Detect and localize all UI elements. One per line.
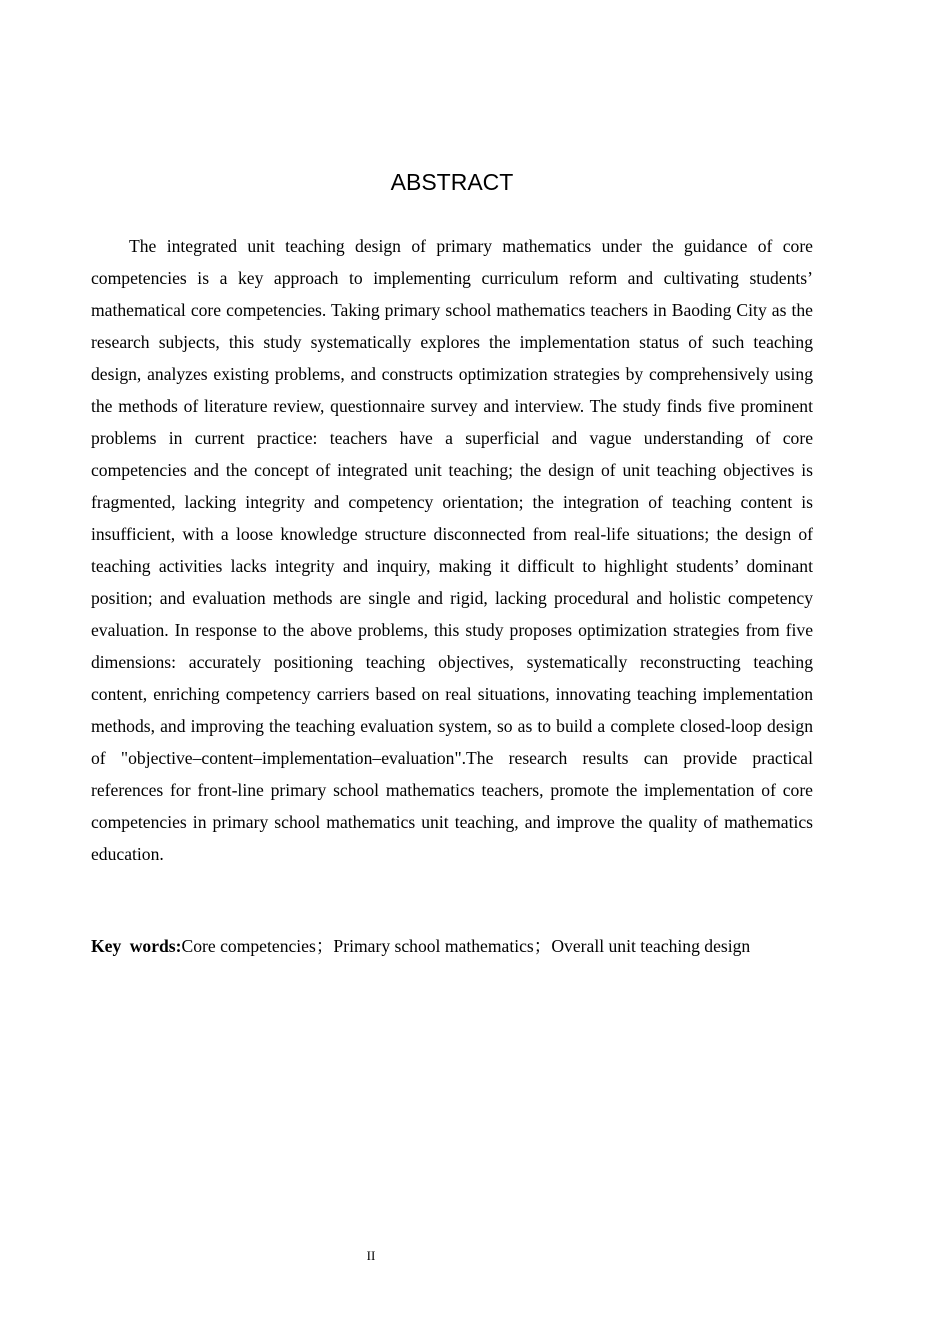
keywords-label: Key words:	[91, 936, 182, 956]
page-number: II	[366, 1248, 376, 1263]
abstract-body: The integrated unit teaching design of primary mathematics under the guidance of core competencies is a key approach to implementing curriculum reform and cultivating students’ mathematical core competencies. Taking primary school mathematics teachers in Baoding City as the research subjects, this study systematically explores the implementation status of such teaching design, analyzes existing problems, and constructs optimization strategies by comprehensively using the methods of literature review, questionnaire survey and interview. The study finds five prominent problems in current practice: teachers have a superficial and vague understanding of core competencies and the concept of integrated unit teaching; the design of unit teaching objectives is fragmented, lacking integrity and competency orientation; the integration of teaching content is insufficient, with a loose knowledge structure disconnected from real-life situations; the design of teaching activities lacks integrity and inquiry, making it difficult to highlight students’ dominant position; and evaluation methods are single and rigid, lacking procedural and holistic competency evaluation. In response to the above problems, this study proposes optimization strategies from five dimensions: accurately positioning teaching objectives, systematically reconstructing teaching content, enriching competency carriers based on real situations, innovating teaching implementation methods, and improving the teaching evaluation system, so as to build a complete closed-loop design of "objective–content–implementation–evaluation".The research results can provide practical references for front-line primary school mathematics teachers, promote the implementation of core competencies in primary school mathematics unit teaching, and improve the quality of mathematics education.	[91, 236, 813, 864]
keywords-line	[91, 930, 851, 962]
abstract-heading: ABSTRACT	[390, 169, 514, 195]
keywords-value: Core competencies；Primary school mathematics；Overall unit teaching design	[181, 936, 751, 956]
